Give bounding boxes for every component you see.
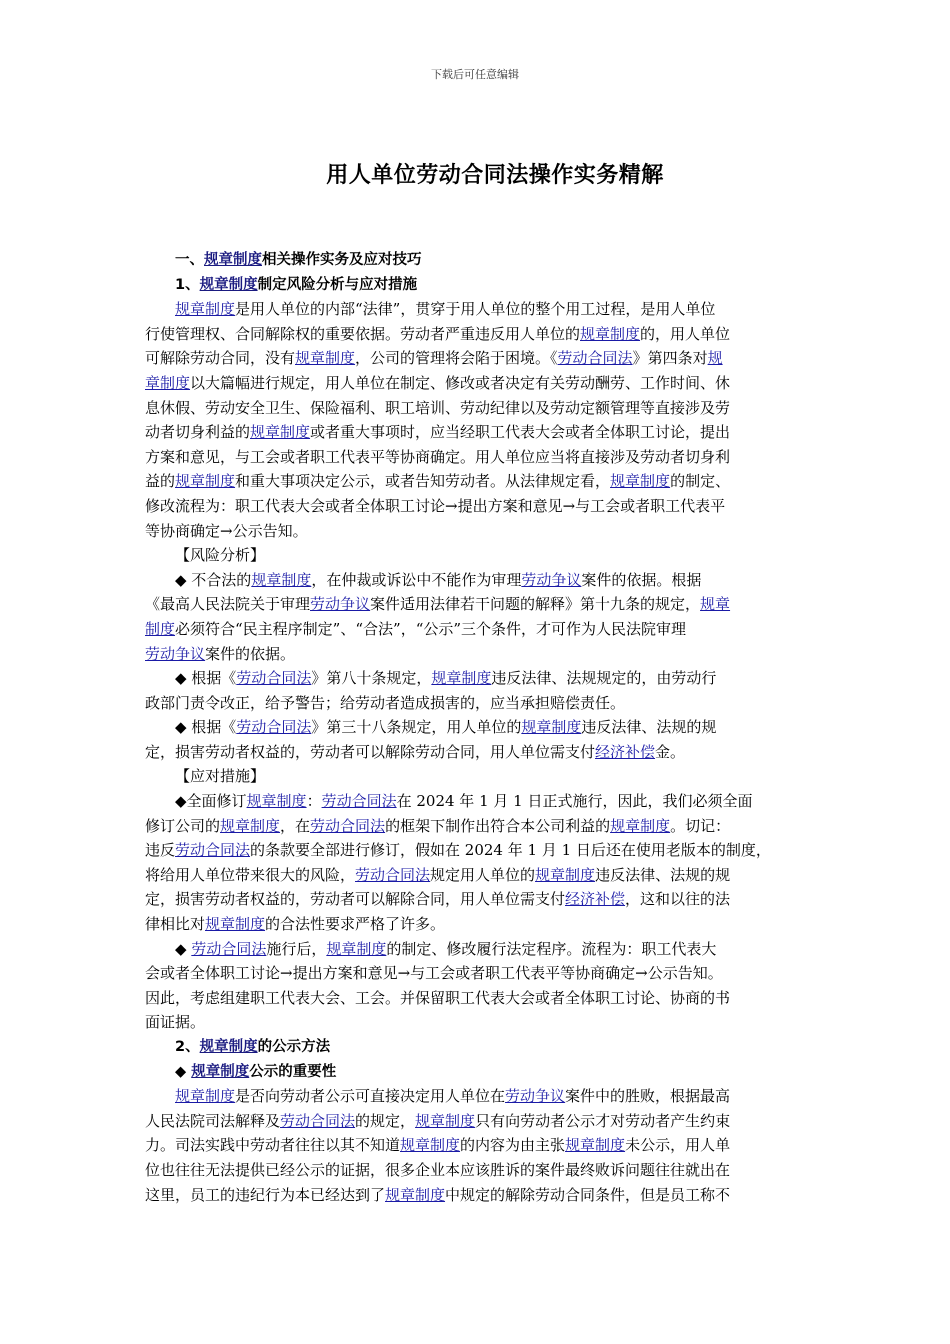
text-segment: 方案和意见，与工会或者职工代表平等协商确定。用人单位应当将直接涉及劳动者切身利 <box>145 447 731 466</box>
term-link[interactable]: 规章制度 <box>191 1063 250 1080</box>
text-segment: 和重大事项决定公示，或者告知劳动者。从法律规定看， <box>235 472 611 491</box>
text-segment: 是用人单位的内部“法律”，贯穿于用人单位的整个用工过程，是用人单位 <box>235 300 716 319</box>
term-link[interactable]: 规章制度 <box>199 1039 258 1055</box>
text-segment: 因此，考虑组建职工代表大会、工会。并保留职工代表大会或者全体职工讨论、协商的书 <box>145 988 731 1007</box>
text-line <box>145 297 807 322</box>
text-segment: 一、 <box>175 252 204 268</box>
term-link[interactable]: 规章制度 <box>251 570 312 589</box>
term-link[interactable]: 规章 <box>700 595 731 614</box>
text-line <box>145 740 807 765</box>
text-segment: ◆ 根据《 <box>175 669 237 688</box>
text-segment: 的制定、修改履行法定程序。流程为：职工代表大 <box>386 939 717 958</box>
text-line <box>145 937 807 962</box>
text-line <box>145 445 807 470</box>
text-line <box>145 322 807 347</box>
term-link[interactable]: 劳动合同法 <box>236 669 312 688</box>
text-segment: 必须符合“民主程序制定”、“合法”，“公示”三个条件，才可作为人民法院审理 <box>175 619 687 638</box>
text-line <box>145 838 807 863</box>
text-segment: 等协商确定→公示告知。 <box>145 521 308 540</box>
text-segment: 的框架下制作出符合本公司利益的 <box>385 816 611 835</box>
term-link[interactable]: 劳动合同法 <box>310 816 386 835</box>
text-segment: 只有向劳动者公示才对劳动者产生约束 <box>475 1111 731 1130</box>
term-link[interactable]: 规章制度 <box>250 423 311 442</box>
text-line <box>145 1084 807 1109</box>
text-segment: 金。 <box>655 742 686 761</box>
text-line <box>145 592 807 617</box>
term-link[interactable]: 规章制度 <box>220 816 281 835</box>
text-line <box>145 519 807 544</box>
text-segment: 律相比对 <box>145 915 206 934</box>
text-segment: 在 2024 年 1 月 1 日正式施行，因此，我们必须全面 <box>396 792 753 811</box>
text-segment: 规定用人单位的 <box>430 865 536 884</box>
section-heading <box>145 1060 807 1085</box>
term-link[interactable]: 章制度 <box>145 373 191 392</box>
text-segment: 的公示方法 <box>257 1039 331 1055</box>
term-link[interactable]: 劳动合同法 <box>355 865 431 884</box>
term-link[interactable]: 规 <box>707 349 723 368</box>
term-link[interactable]: 规章制度 <box>204 252 262 268</box>
text-segment: 案件的依据。 <box>205 644 296 663</box>
document-body <box>145 248 807 1207</box>
text-segment: 的，用人单位 <box>640 324 731 343</box>
term-link[interactable]: 规章制度 <box>415 1111 476 1130</box>
text-segment: 相关操作实务及应对技巧 <box>262 252 422 268</box>
text-line <box>145 543 807 568</box>
text-segment: 修改流程为：职工代表大会或者全体职工讨论→提出方案和意见→与工会或者职工代表平 <box>145 496 726 515</box>
text-line <box>145 1133 807 1158</box>
text-segment: 未公示，用人单 <box>625 1136 731 1155</box>
term-link[interactable]: 经济补偿 <box>595 742 656 761</box>
term-link[interactable]: 劳动合同法 <box>557 349 633 368</box>
text-line <box>145 642 807 667</box>
text-segment: 违反法律、法规规定的，由劳动行 <box>491 669 717 688</box>
term-link[interactable]: 规章制度 <box>535 865 596 884</box>
text-segment: 以大篇幅进行规定，用人单位在制定、修改或者决定有关劳动酬劳、工作时间、休 <box>190 373 731 392</box>
term-link[interactable]: 规章制度 <box>431 669 492 688</box>
term-link[interactable]: 经济补偿 <box>565 890 626 909</box>
term-link[interactable]: 规章制度 <box>385 1185 446 1204</box>
term-link[interactable]: 规章制度 <box>580 324 641 343</box>
term-link[interactable]: 规章制度 <box>246 792 307 811</box>
text-segment: 位也往往无法提供已经公示的证据，很多企业本应该胜诉的案件最终败诉问题往往就出在 <box>145 1160 731 1179</box>
section-heading <box>145 273 807 298</box>
text-line <box>145 1010 807 1035</box>
text-line <box>145 346 807 371</box>
text-segment: 的制定、 <box>670 472 731 491</box>
text-segment: ◆ <box>175 1063 192 1080</box>
text-segment: 会或者全体职工讨论→提出方案和意见→与工会或者职工代表平等协商确定→公示告知。 <box>145 964 723 983</box>
text-segment: 》第八十条规定， <box>311 669 432 688</box>
term-link[interactable]: 制度 <box>145 619 176 638</box>
term-link[interactable]: 规章制度 <box>521 718 582 737</box>
text-segment: 的条款要全部进行修订，假如在 2024 年 1 月 1 日后还在使用老版本的制度， <box>250 841 771 860</box>
text-segment: 力。司法实践中劳动者往往以其不知道 <box>145 1136 401 1155</box>
text-segment: 的规定， <box>355 1111 416 1130</box>
term-link[interactable]: 规章制度 <box>175 1087 236 1106</box>
text-segment: 益的 <box>145 472 176 491</box>
text-line <box>145 961 807 986</box>
text-segment: 定，损害劳动者权益的，劳动者可以解除劳动合同，用人单位需支付 <box>145 742 596 761</box>
term-link[interactable]: 劳动争议 <box>505 1087 566 1106</box>
term-link[interactable]: 规章制度 <box>175 472 236 491</box>
text-line <box>145 887 807 912</box>
section-heading <box>145 1035 807 1060</box>
term-link[interactable]: 劳动合同法 <box>236 718 312 737</box>
text-segment: 人民法院司法解释及 <box>145 1111 281 1130</box>
text-segment: ◆全面修订 <box>175 792 247 811</box>
text-segment: 是否向劳动者公示可直接决定用人单位在 <box>235 1087 506 1106</box>
term-link[interactable]: 规章制度 <box>610 472 671 491</box>
text-line <box>145 814 807 839</box>
text-segment: ： <box>306 792 322 811</box>
text-segment: 2、 <box>175 1039 200 1055</box>
text-segment: 可解除劳动合同，没有 <box>145 349 296 368</box>
text-segment: 【应对措施】 <box>175 767 266 786</box>
text-segment: 这里，员工的违纪行为本已经达到了 <box>145 1185 386 1204</box>
text-line <box>145 986 807 1011</box>
term-link[interactable]: 规章制度 <box>400 1136 461 1155</box>
text-segment: 定，损害劳动者权益的，劳动者可以解除合同，用人单位需支付 <box>145 890 566 909</box>
text-line <box>145 1158 807 1183</box>
text-segment: 案件的依据。根据 <box>581 570 702 589</box>
text-line <box>145 1183 807 1208</box>
text-segment: ，在仲裁或诉讼中不能作为审理 <box>311 570 522 589</box>
term-link[interactable]: 规章制度 <box>326 939 387 958</box>
term-link[interactable]: 劳动争议 <box>145 644 206 663</box>
text-line <box>145 469 807 494</box>
text-line <box>145 715 807 740</box>
text-line <box>145 666 807 691</box>
text-segment: 将给用人单位带来很大的风险， <box>145 865 356 884</box>
term-link[interactable]: 劳动争议 <box>521 570 582 589</box>
term-link[interactable]: 规章制度 <box>199 276 258 293</box>
term-link[interactable]: 劳动合同法 <box>175 841 251 860</box>
term-link[interactable]: 劳动合同法 <box>321 792 397 811</box>
text-line <box>145 617 807 642</box>
term-link[interactable]: 规章制度 <box>565 1136 626 1155</box>
header-note: 下载后可任意编辑 <box>431 68 519 81</box>
term-link[interactable]: 劳动合同法 <box>280 1111 356 1130</box>
text-segment: ◆ 不合法的 <box>175 570 252 589</box>
text-line <box>145 1109 807 1134</box>
text-segment: ，公司的管理将会陷于困境。《 <box>355 349 558 368</box>
text-line <box>145 764 807 789</box>
term-link[interactable]: 规章制度 <box>205 915 266 934</box>
text-segment: 施行后， <box>266 939 327 958</box>
text-segment: ，在 <box>280 816 311 835</box>
text-line <box>145 371 807 396</box>
text-segment: 的合法性要求严格了许多。 <box>265 915 446 934</box>
document-title: 用人单位劳动合同法操作实务精解 <box>326 163 664 188</box>
text-line <box>145 494 807 519</box>
term-link[interactable]: 劳动争议 <box>310 595 371 614</box>
text-segment: 公示的重要性 <box>249 1063 337 1080</box>
text-segment: 动者切身利益的 <box>145 423 251 442</box>
text-segment: 违反法律、法规的规 <box>595 865 731 884</box>
text-segment: 息休假、劳动安全卫生、保险福利、职工培训、劳动纪律以及劳动定额管理等直接涉及劳 <box>145 398 731 417</box>
text-segment: 或者重大事项时，应当经职工代表大会或者全体职工讨论，提出 <box>310 423 731 442</box>
text-line <box>145 863 807 888</box>
text-segment: 案件适用法律若干问题的解释》第十九条的规定， <box>370 595 701 614</box>
text-line <box>145 912 807 937</box>
text-segment: 违反 <box>145 841 176 860</box>
text-segment: 制定风险分析与应对措施 <box>257 276 418 293</box>
text-line <box>145 789 807 814</box>
text-segment: 违反法律、法规的规 <box>581 718 717 737</box>
text-segment: 的内容为由主张 <box>460 1136 566 1155</box>
text-line <box>145 396 807 421</box>
text-segment: 行使管理权、合同解除权的重要依据。劳动者严重违反用人单位的 <box>145 324 581 343</box>
text-segment: 政部门责令改正，给予警告；给劳动者造成损害的，应当承担赔偿责任。 <box>145 693 626 712</box>
text-segment: 修订公司的 <box>145 816 221 835</box>
term-link[interactable]: 劳动合同法 <box>191 939 267 958</box>
section-heading <box>145 248 807 273</box>
text-segment: 面证据。 <box>145 1013 206 1032</box>
term-link[interactable]: 规章制度 <box>610 816 671 835</box>
text-segment: ，这和以往的法 <box>625 890 731 909</box>
text-segment: 案件中的胜败，根据最高 <box>565 1087 731 1106</box>
text-segment: 。切记： <box>670 816 731 835</box>
text-segment: ◆ <box>175 939 192 958</box>
text-segment: 中规定的解除劳动合同条件，但是员工称不 <box>445 1185 731 1204</box>
term-link[interactable]: 规章制度 <box>295 349 356 368</box>
text-segment: 【风险分析】 <box>175 546 266 565</box>
text-line <box>145 568 807 593</box>
text-segment: ◆ 根据《 <box>175 718 237 737</box>
text-segment: 《最高人民法院关于审理 <box>145 595 311 614</box>
text-segment: 》第四条对 <box>632 349 708 368</box>
text-segment: 》第三十八条规定，用人单位的 <box>311 718 522 737</box>
text-line <box>145 420 807 445</box>
term-link[interactable]: 规章制度 <box>175 300 236 319</box>
text-segment: 1、 <box>175 276 200 293</box>
text-line <box>145 691 807 716</box>
